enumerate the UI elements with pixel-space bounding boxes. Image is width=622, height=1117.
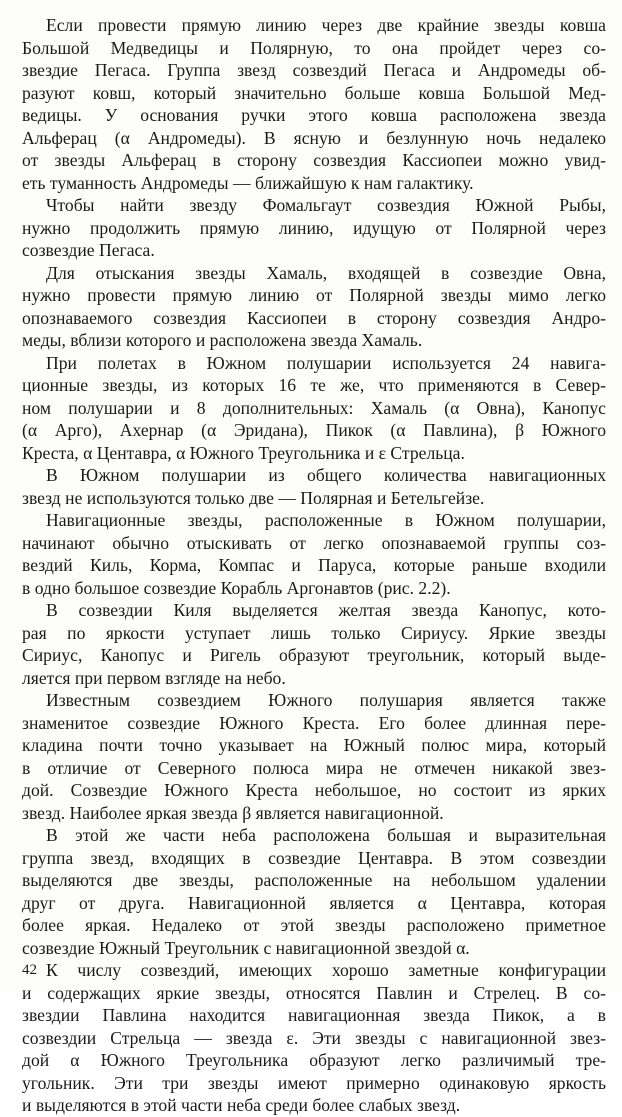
- text-line: нужно провести прямую линию от Полярной звезды мимо легко: [22, 285, 606, 305]
- text-line: (α Арго), Ахернар (α Эридана), Пикок (α Павлина), β Южного: [22, 420, 606, 440]
- text-line: более яркая. Недалеко от этой звезды расположено приметное: [22, 915, 606, 935]
- text-line: и содержащих яркие звезды, относятся Павлин и Стрелец. В со-: [22, 982, 606, 1003]
- paragraph: [22, 194, 606, 262]
- text-line: Навигационные звезды, расположенные в Южном полушарии,: [46, 510, 606, 530]
- paragraph: [22, 14, 606, 194]
- text-line: меды, вблизи которого и расположена звезда Хамаль.: [22, 330, 423, 350]
- text-line: нужно продолжить прямую линию, идущую от Полярной через: [22, 217, 606, 238]
- text-line: опознаваемого созвездия Кассиопеи в сторону созвездия Андро-: [22, 307, 606, 328]
- text-line: дой α Южного Треугольника образуют легко различимый тре-: [22, 1050, 606, 1070]
- text-line: и выделяются в этой части неба среди более слабых звезд.: [22, 1095, 461, 1115]
- text-line: созвездие Пегаса.: [22, 240, 155, 260]
- paragraph: [22, 959, 606, 1117]
- text-line: звездии Павлина находится навигационная звезда Пикок, а в: [22, 1005, 606, 1025]
- text-line: созвездии Стрельца — звезда ε. Эти звезды с навигационной звез-: [22, 1027, 606, 1048]
- text-line: друг от друга. Навигационной является α Центавра, которая: [22, 892, 606, 913]
- paragraph: [22, 689, 606, 824]
- text-line: ном полушарии и 8 дополнительных: Хамаль (α Овна), Канопус: [22, 397, 606, 418]
- text-line: ведицы. У основания ручки этого ковша расположена звезда: [22, 105, 606, 125]
- text-line: вездий Киль, Корма, Компас и Паруса, которые раньше входили: [22, 555, 606, 575]
- text-line: ляется при первом взгляде на небо.: [22, 667, 286, 688]
- paragraph: [22, 824, 606, 959]
- text-line: В этой же части неба расположена большая и выразительная: [46, 825, 606, 845]
- text-line: Большой Медведицы и Полярную, то она пройдет через со-: [22, 37, 606, 58]
- page-number: 42: [22, 962, 37, 978]
- text-line: еть туманность Андромеды — ближайшую к нам галактику.: [22, 172, 474, 193]
- text-line: выделяются две звезды, расположенные на небольшом удалении: [22, 870, 606, 890]
- text-line: звезд. Наиболее яркая звезда β является навигационной.: [22, 802, 444, 823]
- text-line: Для отыскания звезды Хамаль, входящей в созвездие Овна,: [46, 262, 606, 283]
- text-line: рая по яркости уступает лишь только Сириусу. Яркие звезды: [22, 622, 606, 643]
- text-line: кладина почти точно указывает на Южный полюс мира, который: [22, 735, 606, 755]
- text-line: звезд не используются только две — Полярная и Бетельгейзе.: [22, 487, 485, 508]
- text-line: Известным созвездием Южного полушария является также: [46, 690, 606, 710]
- text-line: К числу созвездий, имеющих хорошо заметные конфигурации: [46, 960, 606, 980]
- text-line: Сириус, Канопус и Ригель образуют треугольник, который выде-: [22, 645, 606, 665]
- text-line: В Южном полушарии из общего количества навигационных: [46, 465, 606, 485]
- text-line: в отличие от Северного полюса мира не отмечен никакой звез-: [22, 757, 606, 778]
- text-line: Альферац (α Андромеды). В ясную и безлунную ночь недалеко: [22, 127, 606, 148]
- text-line: Если провести прямую линию через две крайние звезды ковша: [46, 15, 606, 35]
- paragraph: [22, 464, 606, 509]
- text-line: угольник. Эти три звезды имеют примерно одинаковую яркость: [22, 1072, 606, 1093]
- text-line: от звезды Альферац в сторону созвездия Кассиопеи можно увид-: [22, 150, 606, 170]
- text-line: знаменитое созвездие Южного Креста. Его более длинная пере-: [22, 712, 606, 733]
- body-text: [22, 14, 606, 1117]
- text-line: дой. Созвездие Южного Креста небольшое, но состоит из ярких: [22, 780, 606, 800]
- text-line: Чтобы найти звезду Фомальгаут созвездия Южной Рыбы,: [46, 195, 606, 215]
- text-line: Креста, α Центавра, α Южного Треугольника и ε Стрельца.: [22, 442, 465, 463]
- text-line: разуют ковш, который значительно больше ковша Большой Мед-: [22, 82, 606, 103]
- paragraph: [22, 262, 606, 352]
- paragraph: [22, 352, 606, 465]
- text-line: начинают обычно отыскивать от легко опознаваемой группы соз-: [22, 532, 606, 553]
- text-line: звездие Пегаса. Группа звезд созвездий Пегаса и Андромеды об-: [22, 60, 606, 80]
- paragraph: [22, 599, 606, 689]
- text-line: группа звезд, входящих в созвездие Центавра. В этом созвездии: [22, 847, 606, 868]
- text-line: При полетах в Южном полушарии используется 24 навига-: [46, 352, 606, 373]
- text-line: В созвездии Киля выделяется желтая звезда Канопус, кото-: [46, 600, 606, 620]
- text-line: ционные звезды, из которых 16 те же, что применяются в Север-: [22, 375, 606, 395]
- text-line: в одно большое созвездие Корабль Аргонавтов (рис. 2.2).: [22, 577, 451, 598]
- paragraph: [22, 509, 606, 599]
- text-line: созвездие Южный Треугольник с навигационной звездой α.: [22, 937, 470, 958]
